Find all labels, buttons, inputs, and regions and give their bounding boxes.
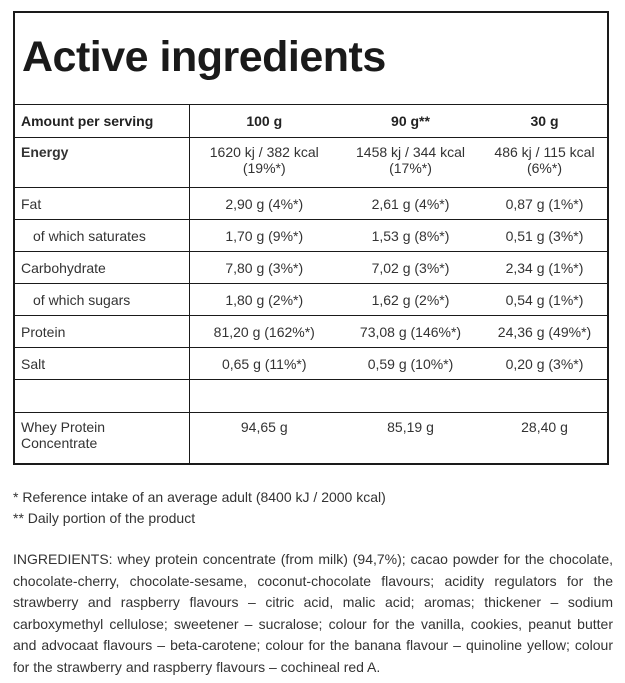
- row-label: Carbohydrate: [15, 252, 189, 284]
- row-label: Protein: [15, 316, 189, 348]
- table-cell: 28,40 g: [521, 419, 568, 435]
- table-cell: 0,54 g (1%*): [482, 284, 607, 316]
- ingredients-paragraph: INGREDIENTS: whey protein concentrate (from milk) (94,7%); cacao powder for the chocolate, chocolate-cherry, chocolate-sesame, coconut-chocolate flavours; acidity regulators for the strawberry and raspberry flavours – citric acid, malic acid; aromas; thickener – sodium carboxymethyl cellulose; sweetener – sucralose; colour for the vanilla, cookies, peanut butter and advocaat flavours – beta-carotene; colour for the banana flavour – quinoline yellow; colour for the strawberry and raspberry flavours – cochineal red A.: [13, 551, 613, 675]
- row-label-text: of which sugars: [33, 291, 131, 308]
- table-header-row: [15, 105, 607, 138]
- row-label-line: Whey Protein: [21, 419, 106, 435]
- energy-kj-kcal: 1620 kj / 382 kcal: [209, 144, 319, 160]
- table-cell: 24,36 g (49%*): [482, 316, 607, 348]
- empty-cell: [189, 380, 339, 413]
- nutrition-panel: [13, 11, 609, 465]
- row-label: Energy: [15, 138, 189, 188]
- energy-kj-kcal: 1458 kj / 344 kcal: [356, 144, 465, 160]
- table-row-empty: [15, 380, 607, 413]
- table-cell: 1,53 g (8%*): [339, 220, 482, 252]
- table-cell: 94,65 g: [240, 419, 288, 435]
- footnotes: [13, 487, 613, 529]
- header-100g: 100 g: [189, 105, 339, 138]
- energy-percent: (17%*): [389, 160, 432, 176]
- table-cell: 0,65 g (11%*): [189, 348, 339, 380]
- row-label: Fat: [15, 188, 189, 220]
- row-label-line: Concentrate: [21, 435, 98, 451]
- table-cell: 2,34 g (1%*): [482, 252, 607, 284]
- nutrition-table: [15, 105, 607, 465]
- energy-value-30g: [482, 138, 607, 188]
- table-row-saturates: [15, 220, 607, 252]
- table-cell: 0,87 g (1%*): [482, 188, 607, 220]
- row-label-text: of which saturates: [33, 227, 146, 244]
- row-label: [15, 413, 189, 465]
- empty-cell: [15, 380, 189, 413]
- page-title: Active ingredients: [15, 13, 607, 105]
- table-cell: 73,08 g (146%*): [339, 316, 482, 348]
- table-cell: 2,90 g (4%*): [189, 188, 339, 220]
- table-cell: 2,61 g (4%*): [339, 188, 482, 220]
- energy-percent: (6%*): [526, 160, 562, 176]
- energy-kj-kcal: 486 kj / 115 kcal: [494, 144, 595, 160]
- table-row-energy: [15, 138, 607, 188]
- table-cell: 85,19 g: [387, 419, 434, 435]
- header-90g: 90 g**: [339, 105, 482, 138]
- table-cell: 0,51 g (3%*): [482, 220, 607, 252]
- energy-percent: (19%*): [242, 160, 286, 176]
- table-cell: 1,70 g (9%*): [189, 220, 339, 252]
- table-cell: 7,02 g (3%*): [339, 252, 482, 284]
- table-cell: 81,20 g (162%*): [189, 316, 339, 348]
- empty-cell: [339, 380, 482, 413]
- row-label: [15, 284, 189, 316]
- table-cell: 0,20 g (3%*): [482, 348, 607, 380]
- table-row-carbohydrate: [15, 252, 607, 284]
- energy-value-100g: [189, 138, 339, 188]
- table-cell: 7,80 g (3%*): [189, 252, 339, 284]
- table-row-fat: [15, 188, 607, 220]
- footnote-reference-intake: * Reference intake of an average adult (8400 kJ / 2000 kcal): [13, 489, 386, 505]
- empty-cell: [482, 380, 607, 413]
- energy-value-90g: [339, 138, 482, 188]
- table-row-whey-protein: [15, 413, 607, 465]
- table-cell: 1,62 g (2%*): [339, 284, 482, 316]
- row-label: [15, 220, 189, 252]
- table-cell: 0,59 g (10%*): [339, 348, 482, 380]
- table-row-salt: [15, 348, 607, 380]
- footnote-daily-portion: ** Daily portion of the product: [13, 510, 196, 526]
- row-label: Salt: [15, 348, 189, 380]
- table-cell: 1,80 g (2%*): [189, 284, 339, 316]
- table-row-sugars: [15, 284, 607, 316]
- table-row-protein: [15, 316, 607, 348]
- header-30g: 30 g: [482, 105, 607, 138]
- header-amount-per-serving: Amount per serving: [15, 105, 189, 138]
